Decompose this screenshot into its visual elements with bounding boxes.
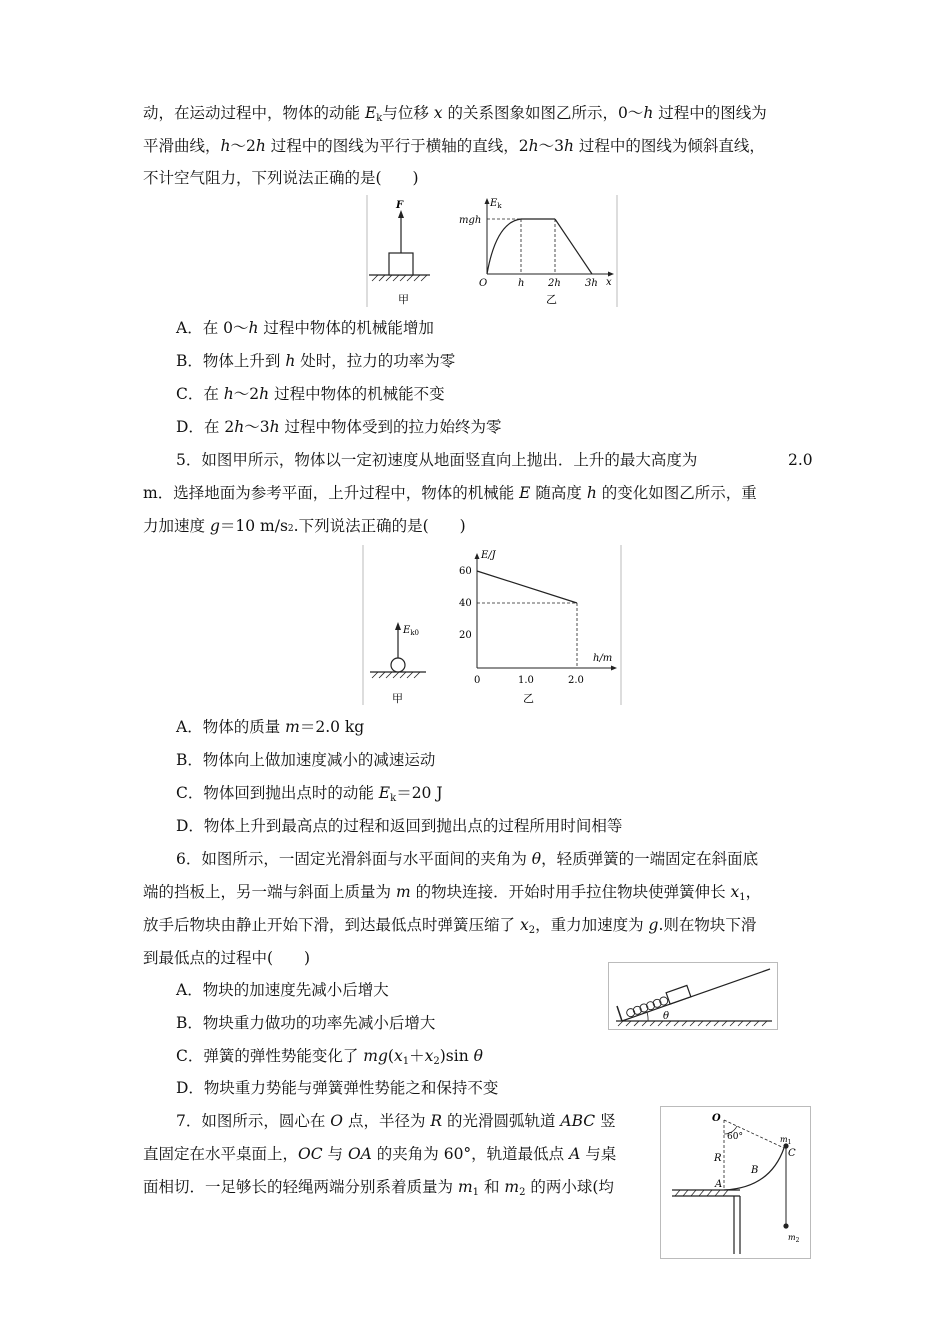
text: 平滑曲线，: [143, 137, 221, 155]
text: 的夹角为 60°，轨道最低点: [371, 1145, 570, 1163]
p4-line-1: [143, 103, 767, 129]
p5-line-1: [176, 450, 697, 470]
fig-jia: [370, 622, 426, 705]
subscript: k: [376, 113, 383, 124]
symbol-h: h: [248, 319, 259, 337]
label-Ek0: $E_{k0}$: [403, 625, 420, 637]
symbol-h: h: [220, 137, 231, 155]
text: ＝20 J: [396, 784, 443, 802]
p7-figure: [660, 1106, 812, 1260]
symbol-m: m: [285, 718, 300, 736]
tick-1.0: 1.0: [518, 675, 534, 686]
text: 过程中物体的机械能增加: [258, 319, 434, 337]
label-2h: 2h: [548, 278, 561, 289]
p7-line-1: [176, 1111, 616, 1131]
curve-segment: [487, 219, 521, 274]
energy-line: [477, 571, 577, 603]
caption-jia: 甲: [398, 293, 409, 306]
text: 5．如图甲所示，物体以一定初速度从地面竖直向上抛出．上升的最大高度为: [176, 451, 698, 469]
label-m1: $m_1$: [780, 1135, 792, 1146]
text: ，轻质弹簧的一端固定在斜面底: [541, 850, 759, 868]
text: B．物体上升到: [176, 352, 286, 370]
text: 过程中的图线为: [653, 104, 767, 122]
symbol-h: h: [643, 104, 654, 122]
arrow-head: [611, 666, 617, 671]
text: 和: [479, 1178, 505, 1196]
tick-60: 60: [459, 566, 472, 577]
symbol-O: O: [330, 1112, 344, 1130]
symbol-m: m: [504, 1178, 520, 1196]
text: ＝2.0 kg: [299, 718, 365, 736]
symbol-x: x: [393, 1047, 403, 1065]
text: 与: [322, 1145, 348, 1163]
p6-line-1: [176, 849, 758, 869]
text: 放手后物块由静止开始下滑，到达最低点时弹簧压缩了: [143, 916, 520, 934]
symbol-E: E: [364, 104, 377, 122]
p6-option-c: [176, 1046, 483, 1072]
symbol-x: x: [424, 1047, 434, 1065]
p4-option-d: [176, 417, 502, 437]
symbol-x: x: [730, 883, 740, 901]
symbol-h: h: [269, 418, 280, 436]
symbol-h: h: [259, 385, 270, 403]
symbol-x: x: [433, 104, 443, 122]
p4-figure: [366, 195, 620, 310]
tick-0: 0: [474, 675, 481, 686]
p6-option-a: A．物块的加速度先减小后增大: [176, 981, 389, 999]
symbol-E: E: [378, 784, 391, 802]
p4-line-2: [143, 136, 765, 156]
p5-option-b: B．物体向上做加速度减小的减速运动: [176, 751, 436, 769]
p7-line-2: [143, 1144, 616, 1164]
ground-hatch: [372, 275, 427, 281]
text: 竖: [595, 1112, 616, 1130]
symbol-A: A: [569, 1145, 581, 1163]
symbol-h: h: [285, 352, 296, 370]
ground-hatch: [618, 1021, 767, 1026]
label-C: C: [788, 1148, 796, 1159]
label-hm: h/m: [593, 653, 613, 664]
label-60: 60°: [727, 1132, 743, 1142]
symbol-ABC: ABC: [560, 1112, 596, 1130]
symbol-m: m: [395, 883, 411, 901]
text: ＋: [409, 1047, 425, 1065]
arrow-head: [475, 553, 480, 559]
label-A: A: [715, 1179, 723, 1190]
incline: [622, 969, 770, 1021]
p6-option-d: D．物块重力势能与弹簧弹性势能之和保持不变: [176, 1079, 499, 1097]
text: 与桌: [580, 1145, 617, 1163]
caption-yi: 乙: [523, 692, 534, 705]
text: )sin: [439, 1047, 474, 1065]
fig-yi: [459, 198, 614, 306]
p5-line-1-value: 2.0: [788, 451, 813, 469]
arrow-head: [485, 198, 490, 204]
p5-option-a: [176, 717, 364, 737]
subscript: 2: [528, 925, 536, 936]
text: ～2: [230, 137, 256, 155]
arrow-head: [608, 272, 614, 277]
p6-line-4: 到最低点的过程中( ): [143, 949, 311, 967]
p7-line-3: [143, 1177, 614, 1203]
symbol-h: h: [564, 137, 574, 155]
caption-yi: 乙: [546, 293, 557, 306]
text: 面相切．一足够长的轻绳两端分别系着质量为: [143, 1178, 458, 1196]
label-h: h: [518, 278, 525, 289]
fig-yi: [459, 550, 617, 705]
label-Ek: $E_k$: [490, 198, 502, 210]
text: C．物体回到抛出点时的动能: [176, 784, 379, 802]
subscript: 2: [433, 1056, 440, 1067]
arrow-head: [395, 622, 401, 630]
text: 的两小球(均: [525, 1178, 614, 1196]
symbol-h: h: [223, 385, 234, 403]
symbol-h: h: [586, 484, 597, 502]
text: 动，在运动过程中，物体的动能: [143, 104, 365, 122]
subscript: 1: [739, 892, 746, 903]
text: D．在 2: [176, 418, 235, 436]
p6-option-b: B．物块重力做功的功率先减小后增大: [176, 1014, 436, 1032]
subscript: 2: [519, 1187, 526, 1198]
text: A．物体的质量: [176, 718, 286, 736]
label-EJ: E/J: [481, 550, 496, 561]
text: 端的挡板上，另一端与斜面上质量为: [143, 883, 396, 901]
symbol-OA: OA: [347, 1145, 372, 1163]
p5-option-c: [176, 783, 443, 809]
text: 的物块连接．开始时用手拉住物块使弹簧伸长: [410, 883, 731, 901]
label-F: F: [396, 200, 404, 211]
text: ＝10 m/s: [219, 517, 288, 535]
p4-option-a: [176, 318, 434, 338]
p5-figure: [362, 545, 622, 707]
text: 过程中物体的机械能不变: [269, 385, 445, 403]
ground-hatch: [372, 672, 420, 678]
text: 6．如图所示，一固定光滑斜面与水平面间的夹角为: [176, 850, 532, 868]
symbol-h: h: [528, 137, 539, 155]
label-B: B: [751, 1165, 759, 1176]
subscript: k: [390, 793, 397, 804]
symbol-mg: mg: [363, 1047, 388, 1065]
p4-line-3: 不计空气阻力，下列说法正确的是( ): [143, 169, 419, 187]
symbol-g: g: [648, 916, 659, 934]
p5-option-d: D．物体上升到最高点的过程和返回到抛出点的过程所用时间相等: [176, 817, 623, 835]
text: 处时，拉力的功率为零: [295, 352, 456, 370]
label-O: O: [479, 278, 488, 289]
text: C．在: [176, 385, 224, 403]
text: ～2: [233, 385, 260, 403]
spring: [625, 985, 691, 1018]
label-3h: 3h: [585, 278, 598, 289]
text: 过程中的图线为平行于横轴的直线，2: [265, 137, 529, 155]
block: [666, 985, 691, 1004]
text: 的关系图象如图乙所示，0～: [442, 104, 644, 122]
symbol-OC: OC: [298, 1145, 323, 1163]
table-hatch: [675, 1190, 728, 1196]
exponent: 2: [287, 524, 294, 534]
text: m．选择地面为参考平面，上升过程中，物体的机械能: [143, 484, 520, 502]
symbol-m: m: [457, 1178, 473, 1196]
text: 的变化如图乙所示，重: [596, 484, 757, 502]
p5-line-2: [143, 483, 757, 503]
text: ～3: [244, 418, 270, 436]
subscript: 1: [402, 1056, 410, 1067]
p4-option-c: [176, 384, 445, 404]
symbol-theta: θ: [473, 1047, 483, 1065]
text: 直固定在水平桌面上，: [143, 1145, 299, 1163]
text: 7．如图所示，圆心在: [176, 1112, 331, 1130]
text: ～3: [538, 137, 565, 155]
p6-line-2: [143, 882, 761, 908]
text: 随高度: [530, 484, 587, 502]
tick-20: 20: [459, 630, 472, 641]
p4-option-b: [176, 351, 455, 371]
text: A．在 0～: [176, 319, 249, 337]
ball-m2: [783, 1223, 788, 1228]
text: 过程中物体受到的拉力始终为零: [279, 418, 502, 436]
text: 与位移: [382, 104, 434, 122]
p6-line-3: [143, 915, 756, 941]
angle-arc: [647, 1012, 648, 1021]
text: ，重力加速度为: [535, 916, 649, 934]
label-O: O: [712, 1113, 721, 1124]
text: C．弹簧的弹性势能变化了: [176, 1047, 364, 1065]
label-mgh: mgh: [459, 215, 482, 226]
fig-jia: [369, 200, 430, 306]
text: (: [387, 1047, 394, 1065]
text: .则在物块下滑: [658, 916, 757, 934]
label-R: R: [714, 1153, 722, 1164]
symbol-h: h: [234, 418, 245, 436]
tick-2.0: 2.0: [568, 675, 584, 686]
slope-segment: [555, 219, 592, 274]
symbol-g: g: [209, 517, 220, 535]
caption-jia: 甲: [392, 692, 403, 705]
label-theta: θ: [663, 1011, 670, 1022]
block: [389, 253, 413, 275]
p6-figure: [608, 962, 778, 1030]
label-x: x: [606, 277, 612, 288]
text: 点，半径为: [343, 1112, 431, 1130]
text: 力加速度: [143, 517, 210, 535]
symbol-h: h: [255, 137, 266, 155]
symbol-R: R: [430, 1112, 443, 1130]
ball: [391, 658, 405, 672]
symbol-E: E: [519, 484, 531, 502]
text: 的光滑圆弧轨道: [442, 1112, 561, 1130]
text: ，: [745, 883, 762, 901]
tick-40: 40: [459, 598, 472, 609]
label-m2: $m_2$: [788, 1233, 800, 1244]
arrow-head: [398, 210, 404, 218]
subscript: 1: [472, 1187, 480, 1198]
symbol-x: x: [519, 916, 529, 934]
symbol-theta: θ: [531, 850, 542, 868]
p5-line-3: [143, 516, 466, 539]
text: 过程中的图线为倾斜直线，: [574, 137, 765, 155]
text: .下列说法正确的是( ): [293, 517, 466, 535]
baffle: [617, 1006, 622, 1021]
